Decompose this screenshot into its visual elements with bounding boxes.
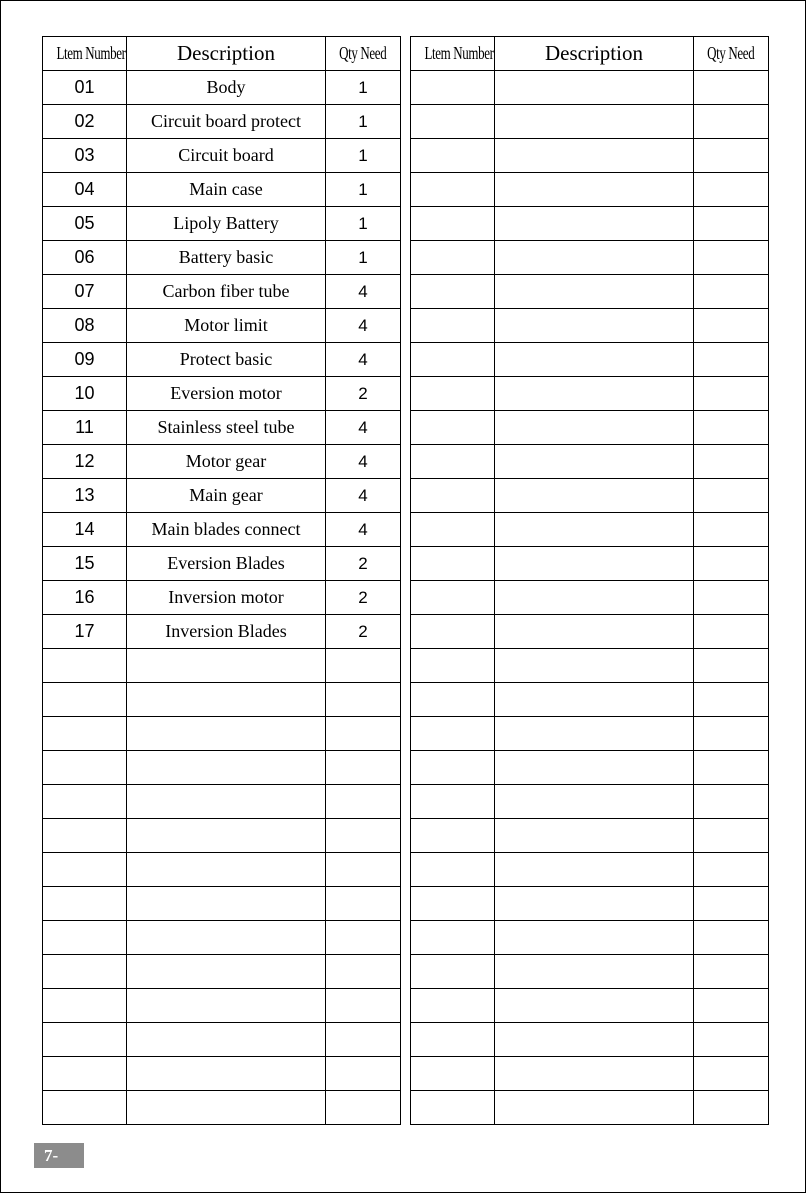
item-number-cell xyxy=(411,241,495,275)
item-number-cell xyxy=(43,1057,127,1091)
qty-cell xyxy=(694,955,769,989)
item-number-cell: 15 xyxy=(43,547,127,581)
item-number-cell xyxy=(411,309,495,343)
item-number-cell xyxy=(411,105,495,139)
table-row xyxy=(411,1057,769,1091)
item-number-cell xyxy=(411,989,495,1023)
item-number-cell: 09 xyxy=(43,343,127,377)
table-row xyxy=(43,615,401,649)
description-cell xyxy=(495,343,694,377)
item-number-cell xyxy=(411,955,495,989)
qty-cell xyxy=(694,105,769,139)
description-cell: Inversion Blades xyxy=(127,615,326,649)
qty-cell xyxy=(326,853,401,887)
item-number-cell xyxy=(43,1091,127,1125)
table-row xyxy=(43,71,401,105)
qty-cell: 2 xyxy=(326,581,401,615)
description-cell xyxy=(495,921,694,955)
qty-cell xyxy=(694,853,769,887)
qty-cell: 4 xyxy=(326,479,401,513)
table-row xyxy=(43,275,401,309)
table-row xyxy=(411,853,769,887)
item-number-cell xyxy=(411,785,495,819)
table-row xyxy=(411,547,769,581)
description-cell xyxy=(495,887,694,921)
qty-cell: 1 xyxy=(326,105,401,139)
table-row xyxy=(411,71,769,105)
item-number-cell xyxy=(411,343,495,377)
item-number-cell xyxy=(43,955,127,989)
qty-cell xyxy=(326,751,401,785)
item-number-cell xyxy=(411,173,495,207)
qty-cell xyxy=(326,717,401,751)
qty-cell: 1 xyxy=(326,71,401,105)
header-description xyxy=(495,37,694,71)
item-number-cell: 07 xyxy=(43,275,127,309)
description-cell: Battery basic xyxy=(127,241,326,275)
page-number-tab: 7- xyxy=(34,1143,84,1168)
item-number-cell: 12 xyxy=(43,445,127,479)
description-cell xyxy=(127,683,326,717)
table-row xyxy=(411,173,769,207)
item-number-cell: 08 xyxy=(43,309,127,343)
description-cell xyxy=(127,955,326,989)
qty-cell xyxy=(326,955,401,989)
qty-cell xyxy=(326,921,401,955)
description-cell xyxy=(127,1091,326,1125)
table-row xyxy=(411,1023,769,1057)
item-number-cell xyxy=(43,751,127,785)
table-row xyxy=(43,683,401,717)
item-number-cell: 06 xyxy=(43,241,127,275)
qty-cell xyxy=(694,887,769,921)
qty-cell xyxy=(694,479,769,513)
parts-table-left xyxy=(42,36,401,1125)
description-cell xyxy=(495,71,694,105)
item-number-cell xyxy=(43,921,127,955)
table-row xyxy=(411,377,769,411)
table-row xyxy=(411,445,769,479)
table-row xyxy=(411,683,769,717)
table-row xyxy=(411,581,769,615)
header-qty-need-text: Qty Need xyxy=(339,43,387,63)
table-row xyxy=(411,649,769,683)
table-row xyxy=(43,411,401,445)
table-row xyxy=(43,343,401,377)
qty-cell xyxy=(326,1091,401,1125)
qty-cell xyxy=(694,241,769,275)
table-row xyxy=(411,921,769,955)
qty-cell xyxy=(694,615,769,649)
table-row xyxy=(411,479,769,513)
qty-cell xyxy=(326,1057,401,1091)
description-cell xyxy=(495,445,694,479)
description-cell xyxy=(495,819,694,853)
qty-cell: 4 xyxy=(326,343,401,377)
table-row xyxy=(411,343,769,377)
description-cell: Body xyxy=(127,71,326,105)
item-number-cell xyxy=(411,139,495,173)
table-row xyxy=(411,1091,769,1125)
qty-cell xyxy=(694,921,769,955)
description-cell xyxy=(127,649,326,683)
header-item-number-text: Ltem Number xyxy=(56,43,126,63)
table-row xyxy=(43,751,401,785)
header-row xyxy=(43,37,401,71)
description-cell xyxy=(495,173,694,207)
item-number-cell xyxy=(411,615,495,649)
item-number-cell xyxy=(411,207,495,241)
description-cell xyxy=(495,241,694,275)
qty-cell xyxy=(694,173,769,207)
header-qty-need xyxy=(694,37,769,71)
description-cell xyxy=(127,1023,326,1057)
item-number-cell xyxy=(411,819,495,853)
table-row xyxy=(411,513,769,547)
qty-cell xyxy=(326,1023,401,1057)
table-row xyxy=(411,309,769,343)
qty-cell xyxy=(694,71,769,105)
description-cell: Eversion Blades xyxy=(127,547,326,581)
description-cell: Protect basic xyxy=(127,343,326,377)
item-number-cell xyxy=(411,445,495,479)
header-row xyxy=(411,37,769,71)
description-cell xyxy=(127,1057,326,1091)
table-row xyxy=(411,785,769,819)
description-cell xyxy=(495,139,694,173)
table-row xyxy=(43,139,401,173)
description-cell xyxy=(495,785,694,819)
description-cell xyxy=(495,649,694,683)
table-row xyxy=(411,955,769,989)
qty-cell xyxy=(694,275,769,309)
item-number-cell xyxy=(43,785,127,819)
description-cell: Main gear xyxy=(127,479,326,513)
table-row xyxy=(43,513,401,547)
description-cell xyxy=(127,887,326,921)
item-number-cell xyxy=(43,989,127,1023)
qty-cell xyxy=(694,343,769,377)
item-number-cell: 16 xyxy=(43,581,127,615)
description-cell xyxy=(495,377,694,411)
qty-cell: 1 xyxy=(326,207,401,241)
item-number-cell xyxy=(411,547,495,581)
description-cell: Main blades connect xyxy=(127,513,326,547)
table-row xyxy=(43,445,401,479)
qty-cell xyxy=(694,819,769,853)
qty-cell xyxy=(694,1057,769,1091)
table-row xyxy=(411,411,769,445)
item-number-cell xyxy=(411,683,495,717)
qty-cell xyxy=(326,785,401,819)
table-row xyxy=(43,989,401,1023)
qty-cell xyxy=(694,513,769,547)
parts-table-right xyxy=(410,36,769,1125)
item-number-cell: 13 xyxy=(43,479,127,513)
header-qty-need xyxy=(326,37,401,71)
description-cell xyxy=(127,921,326,955)
description-cell xyxy=(495,615,694,649)
qty-cell xyxy=(694,1023,769,1057)
item-number-cell xyxy=(411,479,495,513)
table-row xyxy=(411,207,769,241)
item-number-cell xyxy=(411,275,495,309)
description-cell xyxy=(495,955,694,989)
table-row xyxy=(411,819,769,853)
table-row xyxy=(411,717,769,751)
item-number-cell xyxy=(411,853,495,887)
item-number-cell: 03 xyxy=(43,139,127,173)
header-item-number-text: Ltem Number xyxy=(424,43,494,63)
description-cell: Carbon fiber tube xyxy=(127,275,326,309)
table-row xyxy=(43,955,401,989)
item-number-cell xyxy=(43,717,127,751)
qty-cell xyxy=(694,581,769,615)
qty-cell: 4 xyxy=(326,411,401,445)
qty-cell xyxy=(326,649,401,683)
description-cell xyxy=(495,309,694,343)
description-cell xyxy=(495,751,694,785)
item-number-cell xyxy=(411,411,495,445)
item-number-cell: 11 xyxy=(43,411,127,445)
qty-cell: 4 xyxy=(326,309,401,343)
table-row xyxy=(411,989,769,1023)
qty-cell xyxy=(326,819,401,853)
header-qty-need-text: Qty Need xyxy=(707,43,755,63)
qty-cell xyxy=(694,683,769,717)
description-cell: Stainless steel tube xyxy=(127,411,326,445)
qty-cell xyxy=(694,207,769,241)
qty-cell: 2 xyxy=(326,377,401,411)
item-number-cell xyxy=(43,683,127,717)
qty-cell: 1 xyxy=(326,139,401,173)
qty-cell xyxy=(694,547,769,581)
qty-cell: 1 xyxy=(326,241,401,275)
item-number-cell xyxy=(43,853,127,887)
qty-cell xyxy=(694,649,769,683)
description-cell xyxy=(495,1023,694,1057)
table-row xyxy=(43,921,401,955)
description-cell: Main case xyxy=(127,173,326,207)
table-row xyxy=(43,649,401,683)
table-row xyxy=(411,139,769,173)
description-cell xyxy=(495,853,694,887)
table-row xyxy=(43,717,401,751)
qty-cell xyxy=(694,989,769,1023)
table-row xyxy=(43,105,401,139)
table-row xyxy=(43,853,401,887)
table-row xyxy=(43,173,401,207)
qty-cell: 4 xyxy=(326,445,401,479)
item-number-cell: 01 xyxy=(43,71,127,105)
item-number-cell xyxy=(43,819,127,853)
item-number-cell xyxy=(411,1091,495,1125)
table-row xyxy=(43,547,401,581)
table-row xyxy=(43,887,401,921)
description-cell: Motor limit xyxy=(127,309,326,343)
qty-cell xyxy=(326,683,401,717)
item-number-cell: 05 xyxy=(43,207,127,241)
table-row xyxy=(43,1023,401,1057)
item-number-cell xyxy=(43,649,127,683)
description-cell: Inversion motor xyxy=(127,581,326,615)
qty-cell xyxy=(694,717,769,751)
description-cell xyxy=(495,1057,694,1091)
table-row xyxy=(43,377,401,411)
qty-cell xyxy=(326,989,401,1023)
qty-cell xyxy=(694,1091,769,1125)
item-number-cell xyxy=(411,513,495,547)
description-cell: Lipoly Battery xyxy=(127,207,326,241)
description-cell xyxy=(495,989,694,1023)
qty-cell xyxy=(694,377,769,411)
header-item-number xyxy=(43,37,127,71)
table-row xyxy=(43,785,401,819)
qty-cell: 1 xyxy=(326,173,401,207)
description-cell xyxy=(495,717,694,751)
item-number-cell xyxy=(43,887,127,921)
item-number-cell: 17 xyxy=(43,615,127,649)
description-cell xyxy=(495,513,694,547)
table-row xyxy=(43,207,401,241)
item-number-cell xyxy=(411,921,495,955)
item-number-cell xyxy=(411,377,495,411)
description-cell xyxy=(495,479,694,513)
item-number-cell xyxy=(411,717,495,751)
item-number-cell xyxy=(411,751,495,785)
qty-cell: 2 xyxy=(326,547,401,581)
description-cell xyxy=(127,989,326,1023)
item-number-cell xyxy=(43,1023,127,1057)
qty-cell xyxy=(694,309,769,343)
description-cell: Motor gear xyxy=(127,445,326,479)
table-row xyxy=(411,241,769,275)
description-cell: Circuit board protect xyxy=(127,105,326,139)
table-row xyxy=(43,1057,401,1091)
description-cell xyxy=(495,411,694,445)
description-cell xyxy=(495,105,694,139)
table-row xyxy=(43,309,401,343)
item-number-cell xyxy=(411,71,495,105)
table-row xyxy=(411,887,769,921)
description-cell xyxy=(127,751,326,785)
table-row xyxy=(43,241,401,275)
qty-cell: 4 xyxy=(326,513,401,547)
item-number-cell xyxy=(411,887,495,921)
description-cell xyxy=(127,819,326,853)
description-cell xyxy=(127,853,326,887)
item-number-cell: 14 xyxy=(43,513,127,547)
qty-cell xyxy=(694,445,769,479)
qty-cell xyxy=(694,411,769,445)
description-cell: Circuit board xyxy=(127,139,326,173)
item-number-cell: 02 xyxy=(43,105,127,139)
item-number-cell: 10 xyxy=(43,377,127,411)
qty-cell: 4 xyxy=(326,275,401,309)
description-cell xyxy=(495,1091,694,1125)
table-row xyxy=(411,105,769,139)
description-cell xyxy=(495,683,694,717)
table-row xyxy=(411,275,769,309)
qty-cell xyxy=(694,751,769,785)
table-row xyxy=(43,819,401,853)
qty-cell xyxy=(694,785,769,819)
table-row xyxy=(43,581,401,615)
description-cell xyxy=(495,581,694,615)
item-number-cell xyxy=(411,1057,495,1091)
header-description-text: Description xyxy=(545,41,643,65)
qty-cell xyxy=(326,887,401,921)
qty-cell xyxy=(694,139,769,173)
description-cell xyxy=(495,207,694,241)
description-cell xyxy=(495,275,694,309)
description-cell xyxy=(127,785,326,819)
description-cell: Eversion motor xyxy=(127,377,326,411)
header-description xyxy=(127,37,326,71)
item-number-cell xyxy=(411,1023,495,1057)
header-item-number xyxy=(411,37,495,71)
qty-cell: 2 xyxy=(326,615,401,649)
description-cell xyxy=(495,547,694,581)
item-number-cell xyxy=(411,581,495,615)
description-cell xyxy=(127,717,326,751)
table-row xyxy=(43,1091,401,1125)
table-row xyxy=(43,479,401,513)
table-row xyxy=(411,615,769,649)
header-description-text: Description xyxy=(177,41,275,65)
item-number-cell: 04 xyxy=(43,173,127,207)
table-row xyxy=(411,751,769,785)
item-number-cell xyxy=(411,649,495,683)
